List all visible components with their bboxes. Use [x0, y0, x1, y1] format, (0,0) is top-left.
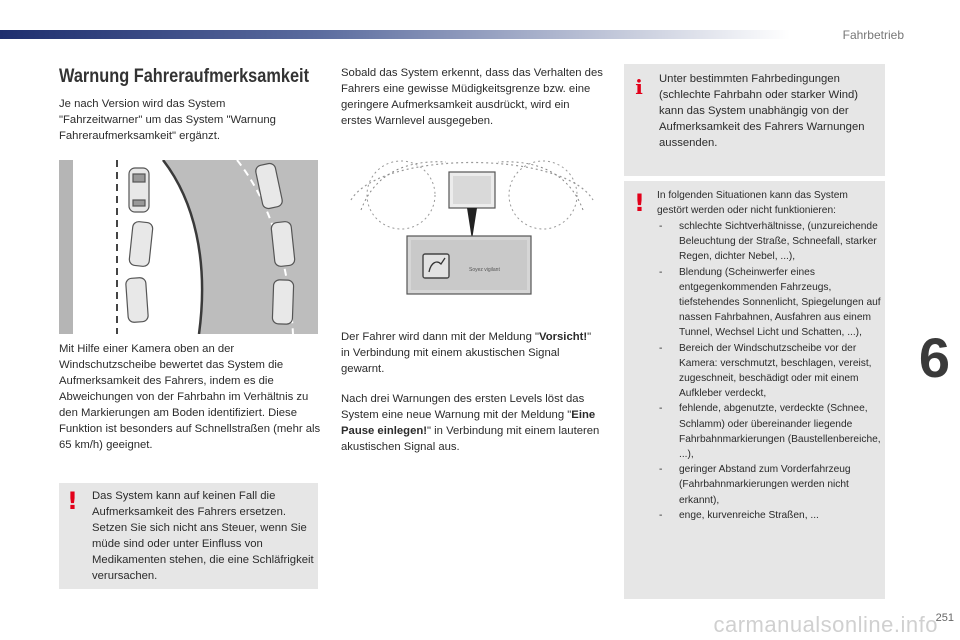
limitations-list — [657, 219, 881, 523]
level1-paragraph: Sobald das System erkennt, dass das Verhalten des Fahrers eine gewisse Müdigkeitsgrenze bzw. eine geringere Aufmerksamkeit ausdrückt, wird ein erstes Warnlevel ausgegeben. — [341, 67, 603, 127]
dashboard-illustration — [341, 140, 603, 325]
info-text: Unter bestimmten Fahrbedingungen (schlechte Fahrbahn oder starker Wind) kann das System unabhängig von der Aufmerksamkeit des Fahrers Warnungen aussenden. — [659, 73, 865, 149]
watermark: carmanualsonline.info — [713, 612, 938, 637]
display-message: Soyez vigilant — [469, 267, 500, 273]
message-vorsicht: Vorsicht! — [539, 331, 588, 343]
car-icon — [125, 277, 148, 322]
level1-message-paragraph: Der Fahrer wird dann mit der Meldung "Vorsicht!" in Verbindung mit einem akustischen Signal gewarnt. — [341, 331, 592, 375]
car-icon — [129, 168, 149, 212]
lane-illustration — [59, 160, 318, 334]
instrument-panel-drawing — [341, 140, 603, 325]
car-icon — [271, 221, 295, 267]
body-paragraph: Mit Hilfe einer Kamera oben an der Windschutzscheibe bewertet das System die Aufmerksamkeit des Fahrers, indem es die Abweichungen von der Fahrbahn im Verhältnis zu den Markierungen am Boden identifiziert. Diese Funktion ist besonders auf Schnellstraßen (mehr als 65 km/h) geeignet. — [59, 343, 321, 451]
limitations-box — [624, 181, 885, 599]
page-title: Warnung Fahreraufmerksamkeit — [59, 66, 310, 87]
intro-paragraph: Je nach Version wird das System "Fahrzeitwarner" um das System "Warnung Fahreraufmerksamkeit" ergänzt. — [59, 98, 276, 142]
car-icon — [272, 280, 294, 325]
level2-paragraph: Nach drei Warnungen des ersten Levels löst das System eine neue Warnung mit der Meldung "Eine Pause einlegen!" in Verbindung mit einem lauteren akustischen Signal aus. — [341, 393, 600, 453]
warning-text: Das System kann auf keinen Fall die Aufmerksamkeit des Fahrers ersetzen. Setzen Sie sich nicht ans Steuer, wenn Sie müde sind oder unter Einfluss von Medikamenten stehen, die eine Schläfrigkeit verursachen. — [92, 490, 314, 582]
warning-icon: ! — [634, 189, 645, 217]
page-number: 251 — [935, 612, 954, 624]
section-title: Fahrbetrieb — [842, 28, 904, 42]
list-item: - enge, kurvenreiche Straßen, ... — [657, 508, 881, 523]
limitations-intro: In folgenden Situationen kann das System gestört werden oder nicht funktionieren: — [657, 190, 848, 217]
warning-box — [59, 483, 318, 589]
lane-drift-diagram — [59, 160, 318, 334]
warning-icon: ! — [67, 487, 78, 515]
list-item: - geringer Abstand zum Vorderfahrzeug (Fahrbahnmarkierungen werden nicht erkannt), — [657, 462, 881, 508]
list-item: - Bereich der Windschutzscheibe vor der Kamera: verschmutzt, beschlagen, vereist, zugeschneit, beschädigt oder mit einem Aufkleber verdeckt, — [657, 341, 881, 402]
car-icon — [129, 221, 153, 267]
list-item: - fehlende, abgenutzte, verdeckte (Schnee, Schlamm) oder übereinander liegende Fahrbahnmarkierungen (Baustellenbereiche, ...), — [657, 401, 881, 462]
message-pause: Eine Pause einlegen! — [341, 409, 596, 437]
info-icon: i — [635, 75, 643, 99]
header-bar — [0, 30, 790, 39]
list-item: - Blendung (Scheinwerfer eines entgegenkommenden Fahrzeugs, tiefstehendes Sonnenlicht, Spiegelungen auf nassen Fahrbahnen, Ausfahren aus einem Tunnel, Wechsel Licht und Schatten, ...), — [657, 265, 881, 341]
list-item: - schlechte Sichtverhältnisse, (unzureichende Beleuchtung der Straße, Schneefall, starker Regen, dichter Nebel, ...), — [657, 219, 881, 265]
chapter-number: 6 — [918, 326, 950, 389]
info-box — [624, 64, 885, 176]
